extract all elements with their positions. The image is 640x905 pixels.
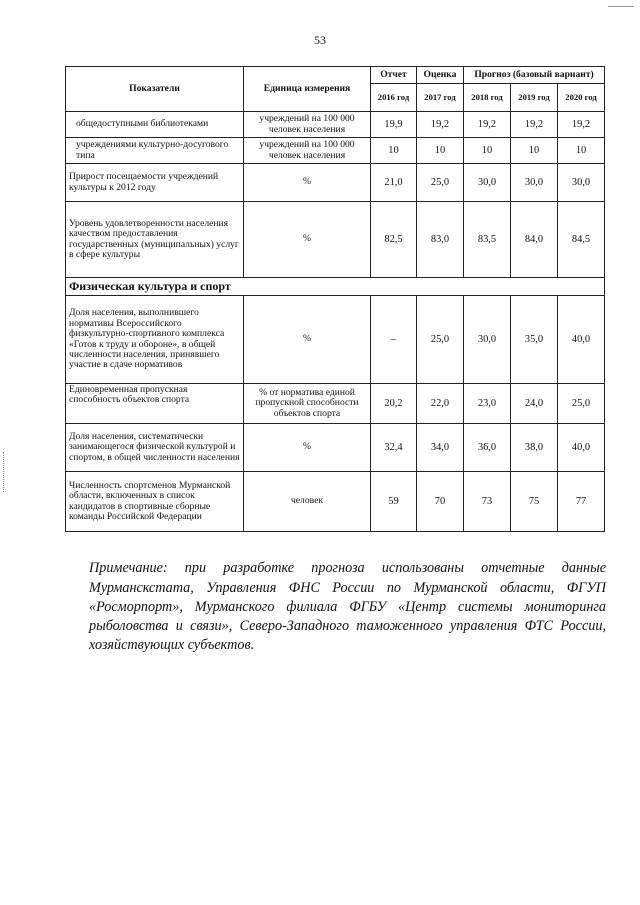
indicator-cell: учреждениями культурно-досугового типа: [66, 138, 244, 164]
value-cell: 25,0: [558, 384, 605, 424]
value-cell: 40,0: [558, 424, 605, 472]
unit-cell: %: [244, 296, 371, 384]
value-cell: 10: [511, 138, 558, 164]
indicator-cell: Прирост посещаемости учреждений культуры к 2012 году: [66, 164, 244, 202]
table-row: [66, 112, 605, 138]
indicator-cell: Уровень удовлетворенности населения качеством предоставления государственных (муниципальных) услуг в сфере культуры: [66, 202, 244, 278]
value-cell: 36,0: [464, 424, 511, 472]
value-cell: 25,0: [417, 164, 464, 202]
value-cell: 19,2: [417, 112, 464, 138]
table-row: [66, 202, 605, 278]
value-cell: 24,0: [511, 384, 558, 424]
value-cell: 84,0: [511, 202, 558, 278]
unit-cell: %: [244, 202, 371, 278]
table-row: [66, 424, 605, 472]
header-indicators: Показатели: [66, 67, 244, 112]
header-year: 2017 год: [417, 84, 464, 112]
unit-cell: %: [244, 164, 371, 202]
value-cell: 30,0: [558, 164, 605, 202]
table-row: [66, 296, 605, 384]
header-unit: Единица измерения: [244, 67, 371, 112]
value-cell: 82,5: [371, 202, 417, 278]
value-cell: 75: [511, 472, 558, 532]
table-row: [66, 164, 605, 202]
source-note: Примечание: при разработке прогноза использованы отчетные данные Мурманскстата, Управления ФНС России по Мурманской области, ФГУП «Росморпорт», Мурманского филиала ФГБУ «Центр системы мониторинга рыболовства и связи», Северо-Западного таможенного управления ФТС России, хозяйствующих субъектов.: [89, 560, 606, 654]
header-year: 2020 год: [558, 84, 605, 112]
unit-cell: учреждений на 100 000 человек населения: [244, 138, 371, 164]
value-cell: 38,0: [511, 424, 558, 472]
unit-cell: %: [244, 424, 371, 472]
value-cell: 10: [558, 138, 605, 164]
value-cell: 19,2: [558, 112, 605, 138]
section-row: [66, 278, 605, 296]
value-cell: 30,0: [464, 164, 511, 202]
value-cell: 19,2: [464, 112, 511, 138]
table-row: [66, 138, 605, 164]
value-cell: 10: [464, 138, 511, 164]
value-cell: 22,0: [417, 384, 464, 424]
value-cell: 25,0: [417, 296, 464, 384]
value-cell: 19,2: [511, 112, 558, 138]
value-cell: 83,5: [464, 202, 511, 278]
value-cell: 34,0: [417, 424, 464, 472]
value-cell: 83,0: [417, 202, 464, 278]
header-report: Отчет: [371, 67, 417, 84]
indicators-table: [65, 66, 605, 532]
value-cell: 77: [558, 472, 605, 532]
indicator-cell: Доля населения, систематически занимающегося физической культурой и спортом, в общей численности населения: [66, 424, 244, 472]
value-cell: 84,5: [558, 202, 605, 278]
value-cell: 20,2: [371, 384, 417, 424]
header-year: 2018 год: [464, 84, 511, 112]
header-year: 2016 год: [371, 84, 417, 112]
page-number: 53: [314, 33, 326, 47]
unit-cell: человек: [244, 472, 371, 532]
value-cell: 10: [417, 138, 464, 164]
header-year: 2019 год: [511, 84, 558, 112]
value-cell: 35,0: [511, 296, 558, 384]
value-cell: 19,9: [371, 112, 417, 138]
indicator-cell: Численность спортсменов Мурманской области, включенных в список кандидатов в спортивные сборные команды Российской Федерации: [66, 472, 244, 532]
section-title: Физическая культура и спорт: [66, 278, 605, 296]
value-cell: 30,0: [464, 296, 511, 384]
unit-cell: % от норматива единой пропускной способности объектов спорта: [244, 384, 371, 424]
corner-scan-mark: [608, 6, 634, 7]
indicator-cell: Доля населения, выполнившего нормативы Всероссийского физкультурно-спортивного комплекса «Готов к труду и обороне», в общей численности населения, принявшего участие в сдаче нормативов: [66, 296, 244, 384]
value-cell: 40,0: [558, 296, 605, 384]
unit-cell: учреждений на 100 000 человек населения: [244, 112, 371, 138]
scan-edge-mark: [3, 452, 8, 492]
table-row: [66, 384, 605, 424]
value-cell: 10: [371, 138, 417, 164]
value-cell: 23,0: [464, 384, 511, 424]
value-cell: 32,4: [371, 424, 417, 472]
table-row: [66, 472, 605, 532]
header-forecast: Прогноз (базовый вариант): [464, 67, 605, 84]
value-cell: –: [371, 296, 417, 384]
value-cell: 73: [464, 472, 511, 532]
value-cell: 30,0: [511, 164, 558, 202]
header-estimate: Оценка: [417, 67, 464, 84]
value-cell: 21,0: [371, 164, 417, 202]
value-cell: 59: [371, 472, 417, 532]
indicator-cell: Единовременная пропускная способность объектов спорта: [66, 384, 244, 424]
indicator-cell: общедоступными библиотеками: [66, 112, 244, 138]
value-cell: 70: [417, 472, 464, 532]
